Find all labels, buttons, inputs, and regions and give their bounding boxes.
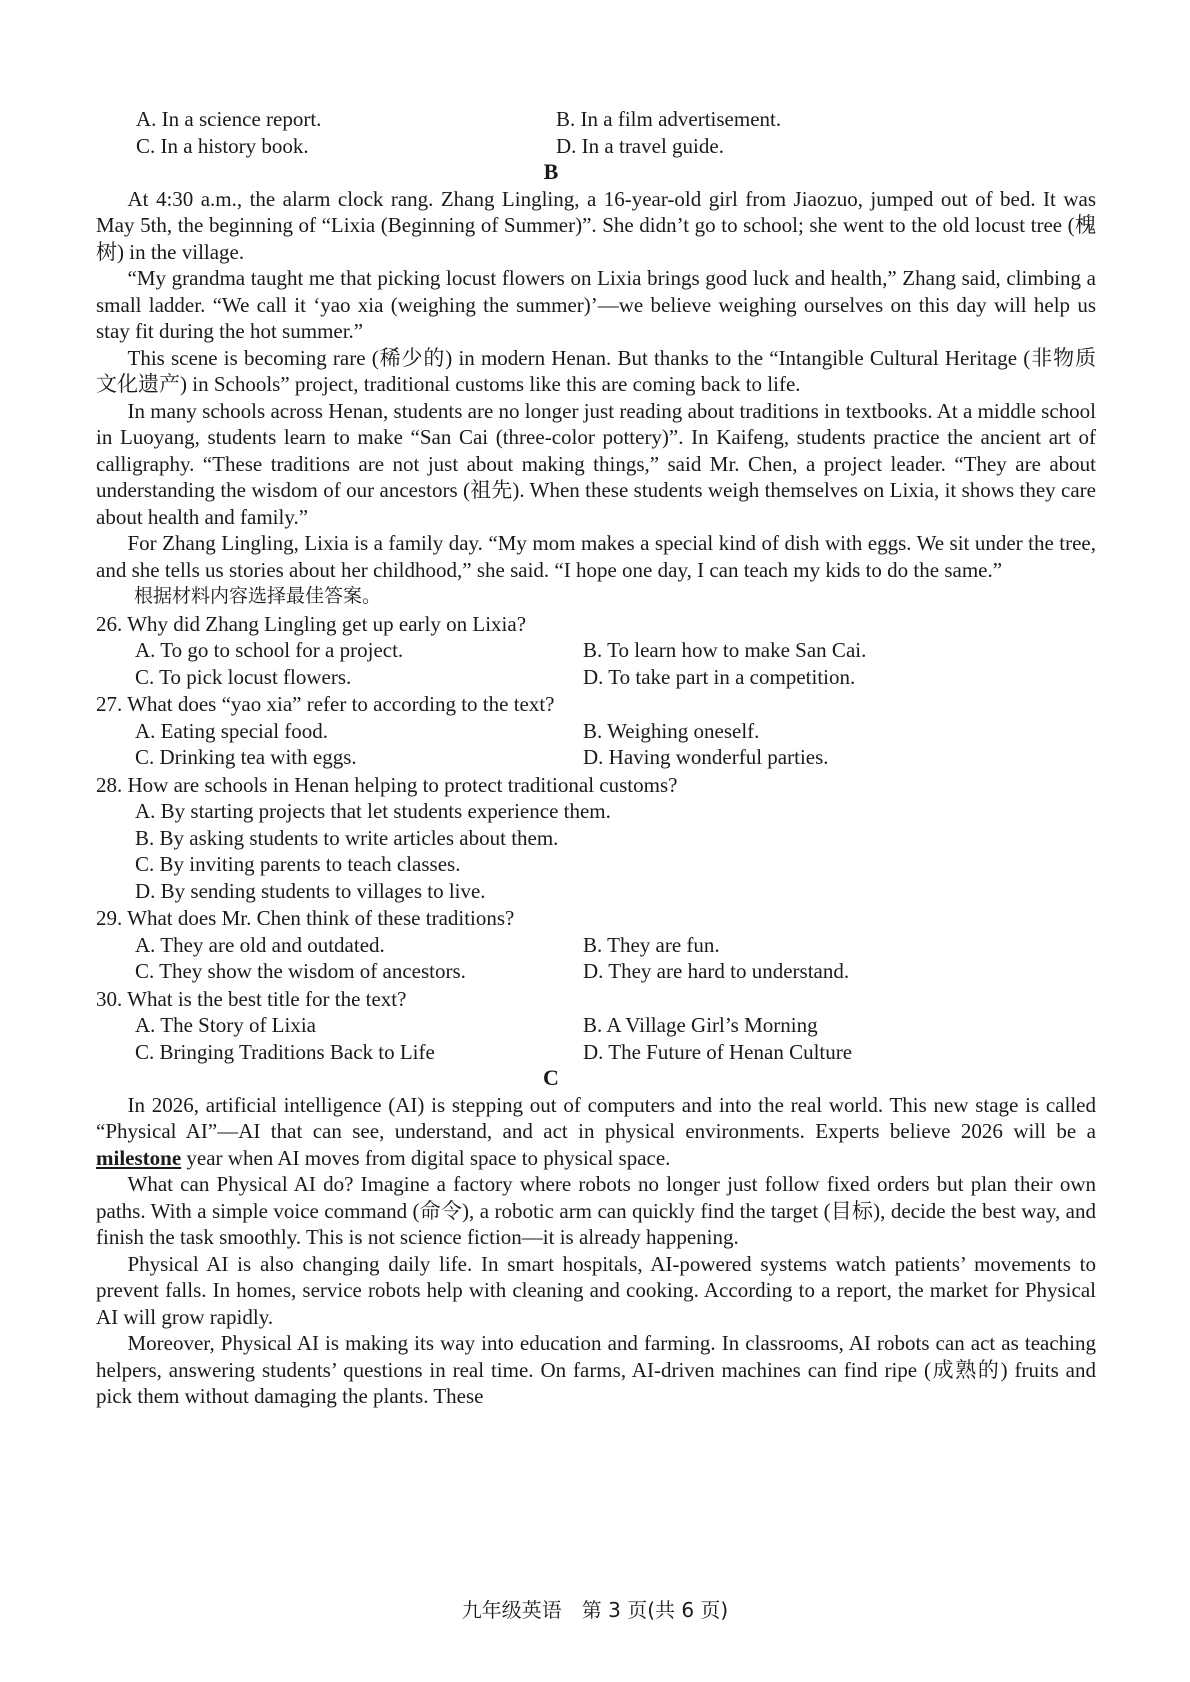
option-b: B. By asking students to write articles about them. [135,825,559,850]
passage-c-paragraph: Physical AI is also changing daily life. In smart hospitals, AI-powered systems watch patients’ movements to prevent falls. In homes, service robots help with cleaning and cooking. According to a report, the market for Physical AI will grow rapidly. [96,1251,1096,1329]
option-c: C. Bringing Traditions Back to Life [135,1039,435,1064]
passage-c-paragraph: What can Physical AI do? Imagine a factory where robots no longer just follow fixed orders but plan their own paths. With a simple voice command (命令), a robotic arm can quickly find the target (目标), decide the best way, and finish the task smoothly. This is not science fiction—it is already happening. [96,1172,1096,1249]
option: B. In a film advertisement. [556,107,782,131]
option-c: C. To pick locust flowers. [135,664,352,689]
question-options [96,718,1096,771]
question-stem: 27. What does “yao xia” refer to according to the text? [96,692,555,716]
option-c: C. By inviting parents to teach classes. [135,852,461,876]
question-27 [96,691,1096,771]
question-26 [96,611,1096,691]
passage-b-paragraph: At 4:30 a.m., the alarm clock rang. Zhang Lingling, a 16-year-old girl from Jiaozuo, jumped out of bed. It was May 5th, the beginning of “Lixia (Beginning of Summer)”. She didn’t go to school; she went to the old locust tree (槐树) in the village. [96,186,1096,264]
question-29 [96,905,1096,985]
page-footer: 九年级英语 第 3 页(共 6 页) [461,1598,729,1622]
question-30 [96,986,1096,1066]
option: A. In a science report. [136,107,322,131]
question-28 [96,772,1096,905]
passage-c-paragraph [96,1092,1096,1172]
option-a: A. Eating special food. [135,718,329,743]
option-c: C. Drinking tea with eggs. [135,745,357,769]
option: D. In a travel guide. [556,133,724,158]
section-c-title: C [543,1065,559,1090]
keyword-milestone: milestone [96,1145,182,1170]
option: C. In a history book. [136,133,309,158]
question-options [96,637,1096,690]
text-run: year when AI moves from digital space to physical space. [181,1145,671,1170]
option-d: D. By sending students to villages to live. [135,878,486,903]
question-stem: 29. What does Mr. Chen think of these traditions? [96,906,515,930]
passage-c-paragraph: Moreover, Physical AI is making its way into education and farming. In classrooms, AI robots can act as teaching helpers, answering students’ questions in real time. On farms, AI-driven machines can find ripe (成熟的) fruits and pick them without damaging the plants. These [96,1331,1096,1408]
option-d: D. Having wonderful parties. [583,745,829,769]
passage-b-paragraph: This scene is becoming rare (稀少的) in modern Henan. But thanks to the “Intangible Cultural Heritage (非物质文化遗产) in Schools” project, traditional customs like this are coming back to life. [96,345,1096,396]
option-b: B. Weighing oneself. [583,718,760,743]
option-c: C. They show the wisdom of ancestors. [135,959,466,983]
top-options [96,106,1096,159]
question-stem: 30. What is the best title for the text? [96,986,407,1011]
passage-b-paragraph: For Zhang Lingling, Lixia is a family day. “My mom makes a special kind of dish with eggs. We sit under the tree, and she tells us stories about her childhood,” she said. “I hope one day, I can teach my kids to do the same.” [96,531,1096,582]
passage-b-paragraph: “My grandma taught me that picking locust flowers on Lixia brings good luck and health,” Zhang said, climbing a small ladder. “We call it ‘yao xia (weighing the summer)’—we believe weighing ourselves on this day will help us stay fit during the hot summer.” [96,266,1096,343]
question-stem: 26. Why did Zhang Lingling get up early on Lixia? [96,611,527,636]
option-a: A. By starting projects that let students experience them. [135,799,611,823]
option-b: B. To learn how to make San Cai. [583,638,867,662]
text-run: In 2026, artificial intelligence (AI) is stepping out of computers and into the real world. This new stage is called “Physical AI”—AI that can see, understand, and act in physical environments. Experts believe 2026 will be a [96,1092,1096,1143]
section-b-title: B [543,159,559,184]
passage-b-paragraph: In many schools across Henan, students are no longer just reading about traditions in textbooks. At a middle school in Luoyang, students learn to make “San Cai (three-color pottery)”. In Kaifeng, students practice the ancient art of calligraphy. “These traditions are not just about making things,” said Mr. Chen, a project leader. “They are about understanding the wisdom of our ancestors (祖先). When these students weigh themselves on Lixia, it shows they care about health and family.” [96,398,1096,529]
option-a: A. The Story of Lixia [135,1013,317,1037]
option-b: B. They are fun. [583,932,720,957]
option-a: A. To go to school for a project. [135,638,404,662]
question-stem: 28. How are schools in Henan helping to protect traditional customs? [96,772,678,797]
question-options [96,1012,1096,1065]
question-options [96,798,1096,904]
instruction: 根据材料内容选择最佳答案。 [134,585,382,607]
option-d: D. The Future of Henan Culture [583,1039,853,1064]
exam-page [96,106,1096,1410]
option-b: B. A Village Girl’s Morning [583,1013,818,1037]
option-a: A. They are old and outdated. [135,932,385,957]
question-options [96,932,1096,985]
option-d: D. They are hard to understand. [583,959,850,983]
option-d: D. To take part in a competition. [583,664,856,689]
